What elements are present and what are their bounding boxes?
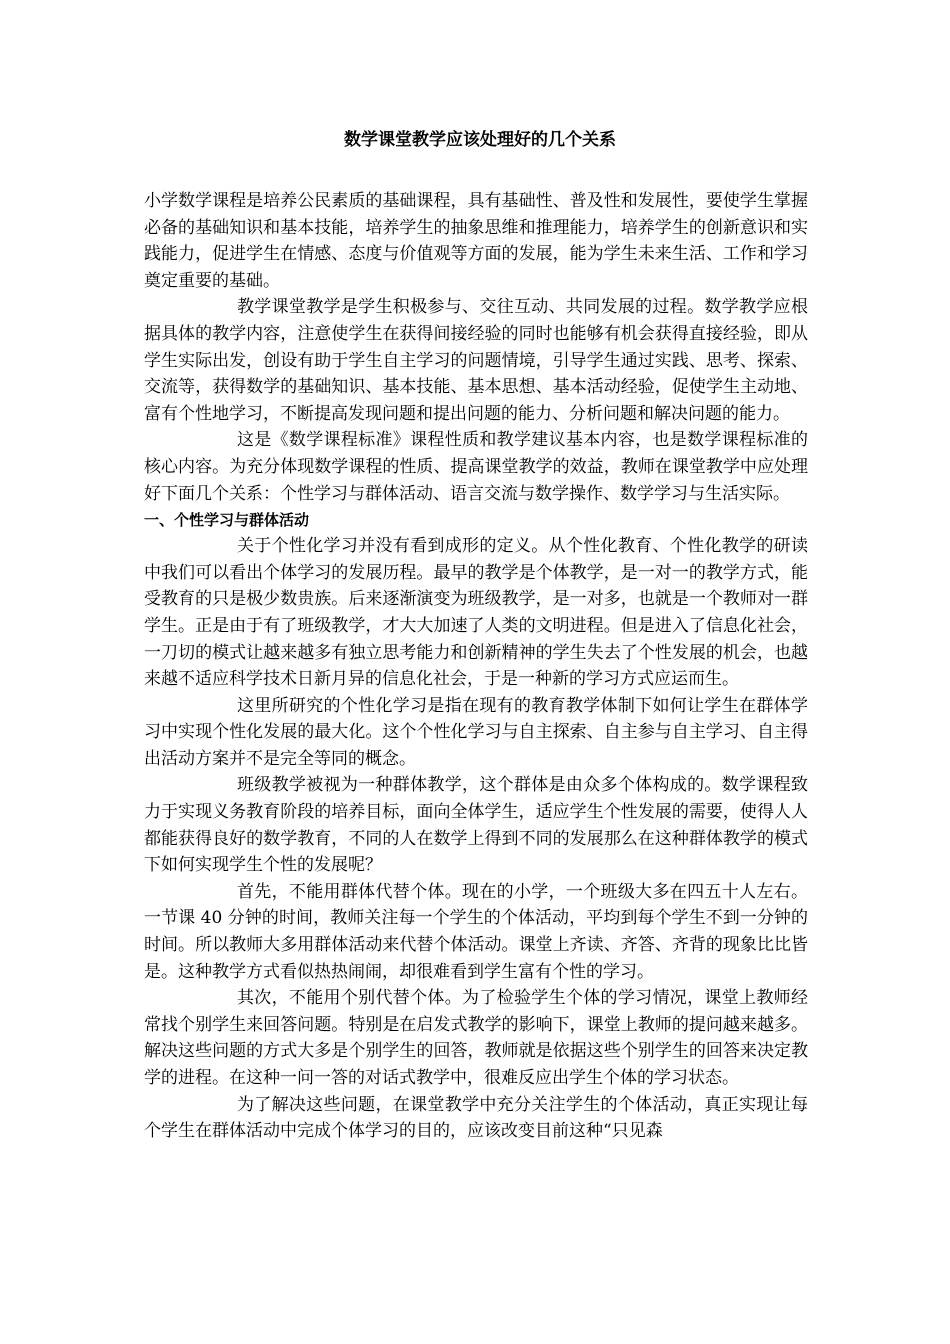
paragraph: 教学课堂教学是学生积极参与、交往互动、共同发展的过程。数学教学应根据具体的教学内容，注意使学生在获得间接经验的同时也能够有机会获得直接经验，即从学生实际出发，创设有助于学生自主学习的问题情境，引导学生通过实践、思考、探索、交流等，获得数学的基础知识、基本技能、基本思想、基本活动经验，促使学生主动地、富有个性地学习，不断提高发现问题和提出问题的能力、分析问题和解决问题的能力。 (144, 297, 808, 424)
paragraph: 其次，不能用个别代替个体。为了检验学生个体的学习情况，课堂上教师经常找个别学生来回答问题。特别是在启发式教学的影响下，课堂上教师的提问越来越多。解决这些问题的方式大多是个别学生的回答，教师就是依据这些个别学生的回答来决定教学的进程。在这种一问一答的对话式教学中，很难反应出学生个体的学习状态。 (144, 988, 808, 1088)
paragraph: 小学数学课程是培养公民素质的基础课程，具有基础性、普及性和发展性，要使学生掌握必备的基础知识和基本技能，培养学生的抽象思维和推理能力，培养学生的创新意识和实践能力，促进学生在情感、态度与价值观等方面的发展，能为学生未来生活、工作和学习奠定重要的基础。 (144, 191, 808, 291)
document-body (144, 188, 808, 1145)
document-page (144, 128, 808, 1145)
paragraph: 为了解决这些问题，在课堂教学中充分关注学生的个体活动，真正实现让每个学生在群体活动中完成个体学习的目的，应该改变目前这种“只见森 (144, 1094, 808, 1142)
paragraph: 首先，不能用群体代替个体。现在的小学，一个班级大多在四五十人左右。一节课 40 分钟的时间，教师关注每一个学生的个体活动，平均到每个学生不到一分钟的时间。所以教师大多用群体活动来代替个体活动。课堂上齐读、齐答、齐背的现象比比皆是。这种教学方式看似热热闹闹，却很难看到学生富有个性的学习。 (144, 881, 808, 982)
paragraph: 这是《数学课程标准》课程性质和教学建议基本内容，也是数学课程标准的核心内容。为充分体现数学课程的性质、提高课堂教学的效益，教师在课堂教学中应处理好下面几个关系：个性学习与群体活动、语言交流与数学操作、数学学习与生活实际。 (144, 430, 808, 504)
paragraph: 这里所研究的个性化学习是指在现有的教育教学体制下如何让学生在群体学习中实现个性化发展的最大化。这个个性化学习与自主探索、自主参与自主学习、自主得出活动方案并不是完全等同的概念。 (144, 695, 808, 769)
section-heading: 一、个性学习与群体活动 (144, 511, 310, 530)
document-title: 数学课堂教学应该处理好的几个关系 (344, 130, 616, 150)
paragraph: 关于个性化学习并没有看到成形的定义。从个性化教育、个性化教学的研读中我们可以看出个体学习的发展历程。最早的教学是个体教学，是一对一的教学方式，能受教育的只是极少数贵族。后来逐渐演变为班级教学，是一对多，也就是一个教师对一群学生。正是由于有了班级教学，才大大加速了人类的文明进程。但是进入了信息化社会，一刀切的模式让越来越多有独立思考能力和创新精神的学生失去了个性发展的机会，也越来越不适应科学技术日新月异的信息化社会，于是一种新的学习方式应运而生。 (144, 536, 808, 690)
paragraph: 班级教学被视为一种群体教学，这个群体是由众多个体构成的。数学课程致力于实现义务教育阶段的培养目标，面向全体学生，适应学生个性发展的需要，使得人人都能获得良好的数学教育，不同的人在数学上得到不同的发展那么在这种群体教学的模式下如何实现学生个性的发展呢？ (144, 775, 808, 876)
